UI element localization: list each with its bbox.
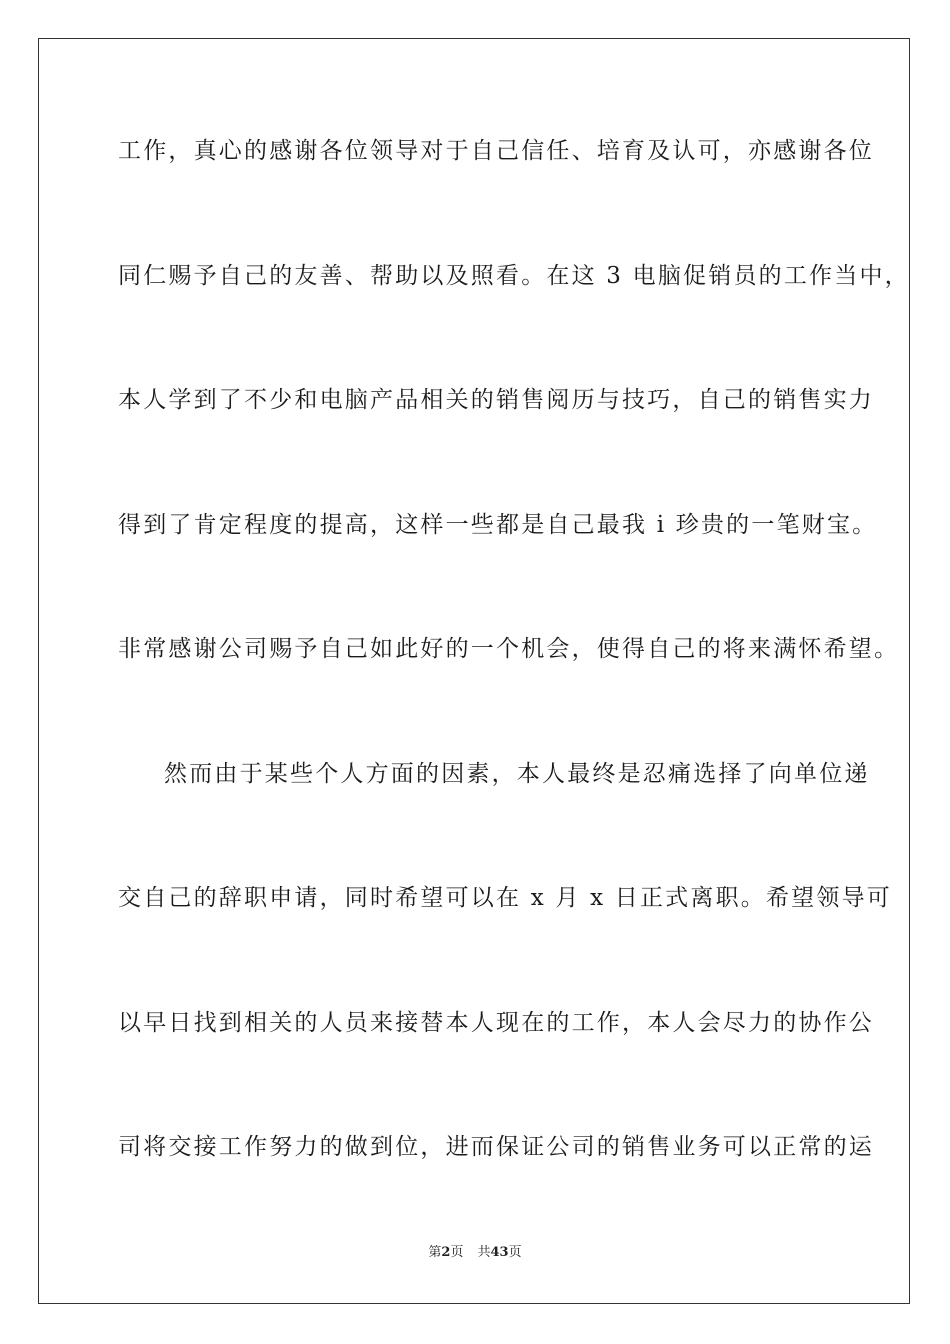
page-suffix: 页 bbox=[450, 1245, 464, 1260]
page-prefix: 第 bbox=[428, 1245, 442, 1260]
total-prefix: 共 bbox=[477, 1245, 491, 1260]
body-text-line: 本人学到了不少和电脑产品相关的销售阅历与技巧，自己的销售实力 bbox=[118, 387, 874, 413]
body-text-line: 交自己的辞职申请，同时希望可以在 x 月 x 日正式离职。希望领导可 bbox=[118, 885, 892, 911]
body-text-line: 非常感谢公司赐予自己如此好的一个机会，使得自己的将来满怀希望。 bbox=[118, 636, 900, 662]
page-border bbox=[38, 38, 910, 1304]
page-footer bbox=[0, 1244, 950, 1262]
body-text-line: 同仁赐予自己的友善、帮助以及照看。在这 3 电脑促销员的工作当中， bbox=[118, 263, 910, 289]
body-text-line: 以早日找到相关的人员来接替本人现在的工作，本人会尽力的协作公 bbox=[118, 1010, 874, 1036]
total-pages: 43 bbox=[490, 1245, 509, 1260]
paragraph-start-line: 然而由于某些个人方面的因素，本人最终是忍痛选择了向单位递 bbox=[164, 761, 870, 787]
body-text-line: 得到了肯定程度的提高，这样一些都是自己最我 i 珍贵的一笔财宝。 bbox=[118, 512, 878, 538]
body-text-line: 司将交接工作努力的做到位，进而保证公司的销售业务可以正常的运 bbox=[118, 1134, 874, 1160]
total-suffix: 页 bbox=[508, 1245, 522, 1260]
page-number: 2 bbox=[441, 1245, 451, 1260]
body-text-line: 工作，真心的感谢各位领导对于自己信任、培育及认可，亦感谢各位 bbox=[118, 138, 874, 164]
